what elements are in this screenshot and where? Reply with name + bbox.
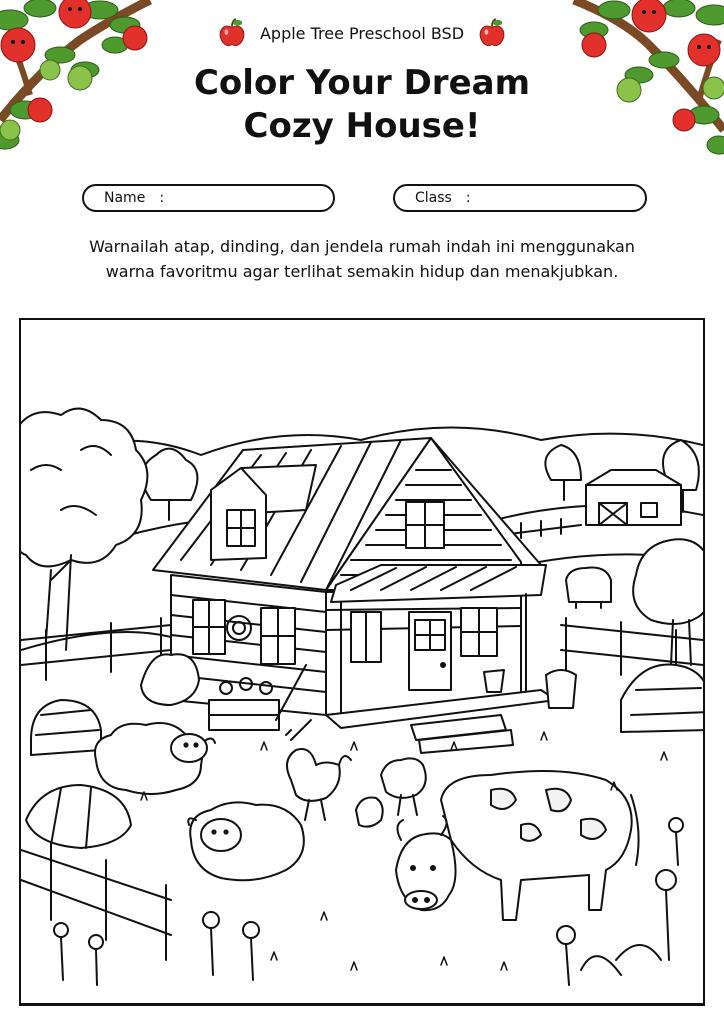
class-field[interactable] bbox=[393, 184, 647, 212]
instructions-line-2: warna favoritmu agar terlihat semakin hidup dan menakjubkan. bbox=[105, 262, 619, 281]
name-colon: : bbox=[159, 190, 165, 206]
title-line-2: Cozy House! bbox=[243, 106, 481, 146]
apple-icon bbox=[478, 18, 506, 48]
barn-icon bbox=[586, 470, 681, 525]
instructions-text bbox=[40, 234, 684, 284]
cow-icon bbox=[396, 771, 639, 920]
name-label: Name bbox=[104, 190, 146, 206]
farmhouse-coloring-scene bbox=[21, 320, 703, 1004]
class-label: Class bbox=[415, 190, 452, 206]
bucket-icon bbox=[546, 670, 576, 708]
name-field[interactable] bbox=[82, 184, 335, 212]
sheep-icon bbox=[95, 723, 304, 880]
school-name: Apple Tree Preschool BSD bbox=[259, 23, 465, 43]
chicken-icon bbox=[287, 749, 426, 827]
instructions-line-1: Warnailah atap, dinding, dan jendela rumah indah ini menggunakan bbox=[89, 237, 635, 256]
school-header bbox=[0, 18, 724, 48]
tree-icon bbox=[633, 539, 703, 665]
apple-icon bbox=[218, 18, 246, 48]
coloring-illustration-frame bbox=[19, 318, 705, 1006]
tree-icon bbox=[21, 409, 147, 650]
title-line-1: Color Your Dream bbox=[193, 63, 530, 103]
class-colon: : bbox=[465, 190, 471, 206]
page-title bbox=[0, 62, 724, 148]
sheep-icon bbox=[566, 568, 611, 609]
